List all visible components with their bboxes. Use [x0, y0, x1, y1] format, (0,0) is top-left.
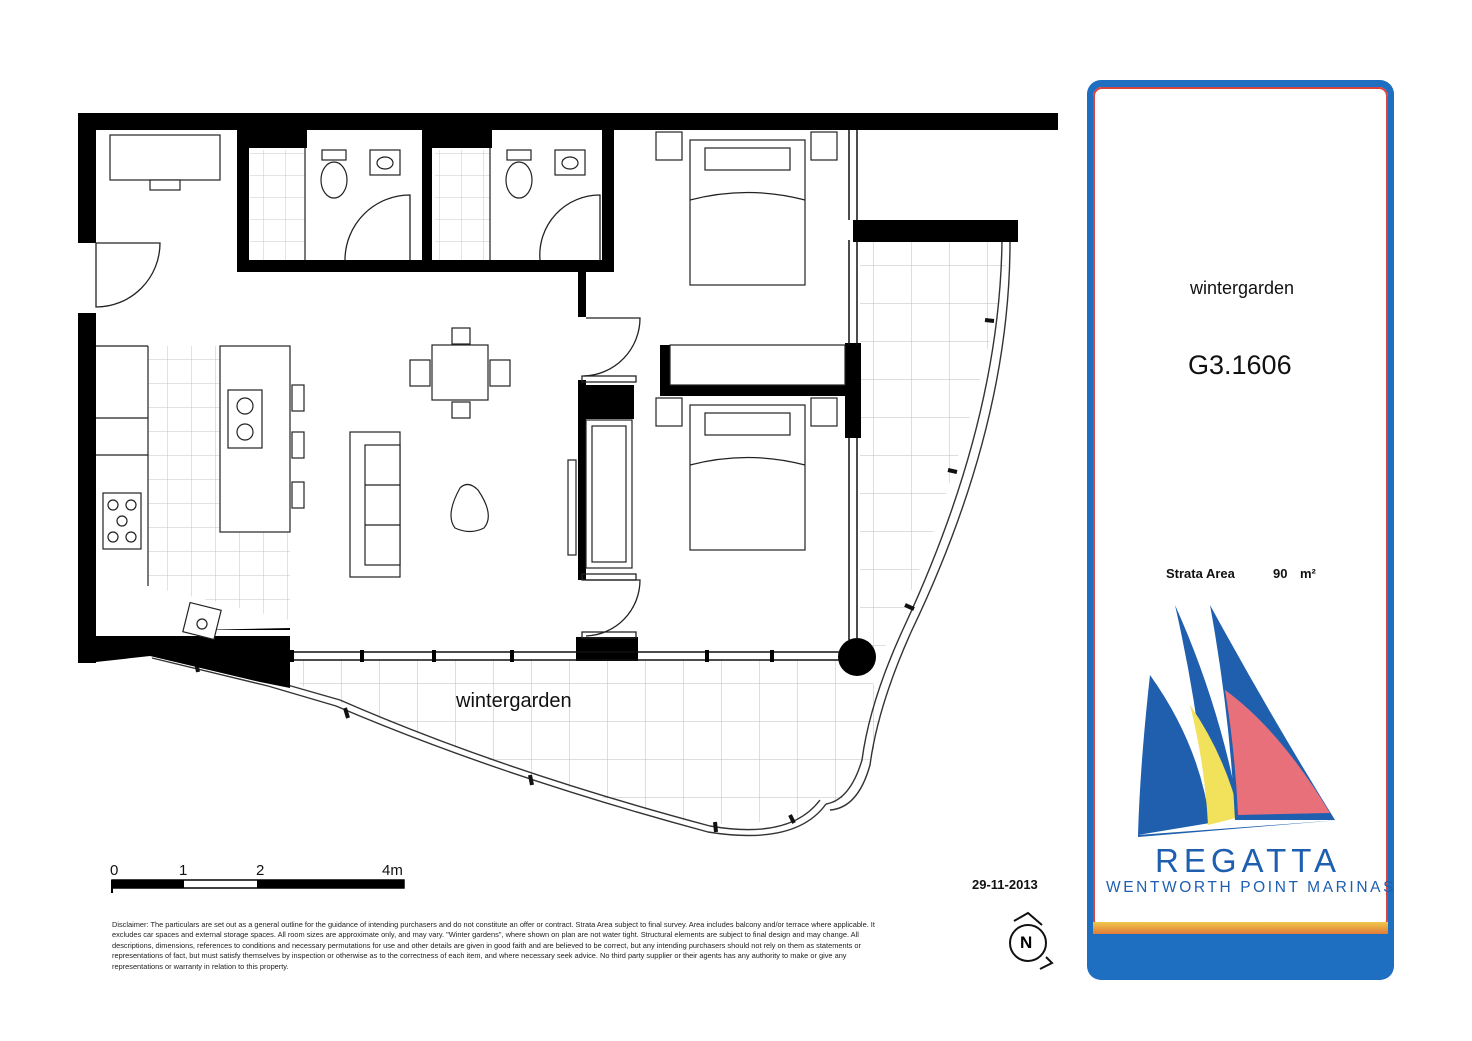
- plan-date: 29-11-2013: [972, 877, 1038, 892]
- compass-letter: N: [1020, 933, 1033, 952]
- strata-area-value: 90: [1273, 566, 1288, 581]
- scale-tick-4m: 4m: [382, 862, 403, 879]
- scale-tick-2: 2: [256, 862, 265, 879]
- brand-subtitle: WENTWORTH POINT MARINAS: [1106, 879, 1397, 896]
- scale-tick-0: 0: [110, 862, 119, 879]
- brand-name: REGATTA: [1155, 842, 1341, 879]
- bathroom-floor: [435, 150, 490, 260]
- panel-subtitle: wintergarden: [1190, 278, 1295, 298]
- living-window: [290, 652, 840, 660]
- info-panel-band: [1093, 922, 1388, 934]
- scale-bar: [112, 880, 404, 893]
- strata-area-unit: m²: [1300, 566, 1316, 581]
- regatta-sails-logo-icon: [1130, 595, 1350, 840]
- strata-area-label: Strata Area: [1166, 566, 1235, 581]
- unit-number: G3.1606: [1188, 350, 1292, 380]
- wintergarden-label: wintergarden: [456, 690, 572, 712]
- scale-tick-1: 1: [179, 862, 188, 879]
- ensuite-floor: [250, 150, 305, 260]
- disclaimer-text: Disclaimer: The particulars are set out as a general outline for the guidance of intending purchasers and do not constitute an offer or contract. Strata Area subject to final survey. Area includes balcony and/or terrace where applicable. It excludes car spaces and external storage spaces. All room sizes are approximate only, and may vary. "Winter gardens", where shown on plan are not water tight. Structural elements are subject to final design and may change. All descriptions, dimensions, references to conditions and necessary permutations for use and other details are given in good faith and are believed to be correct, but any intending purchasers should not rely on them as statements or representations of fact, but must satisfy themselves by inspection or otherwise as to the correctness of each item, and where necessary seek advice. No third party supplier or their agents has any authority to make or give any representations or warranty in relation to this property.: [112, 920, 875, 971]
